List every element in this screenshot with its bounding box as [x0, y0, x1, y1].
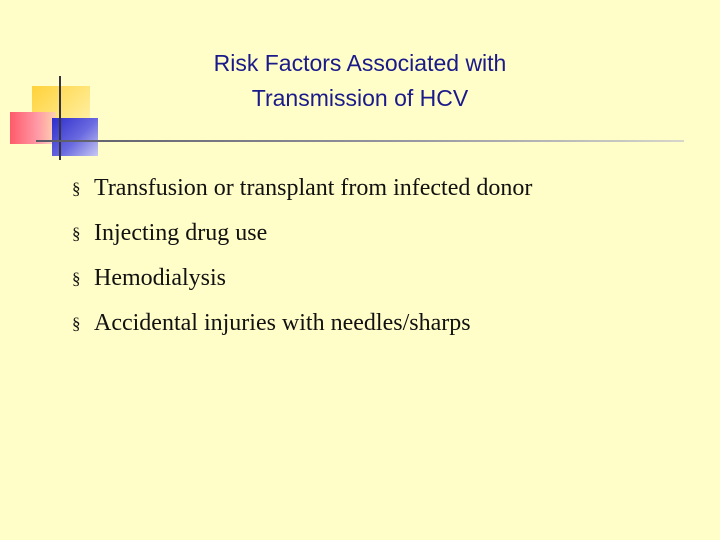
- bullet-marker-icon: §: [72, 223, 81, 243]
- bullet-marker-icon: §: [72, 178, 81, 198]
- slide-title-line-1: Risk Factors Associated with: [213, 50, 507, 76]
- decorative-vertical-line: [59, 76, 61, 160]
- bullet-item: [72, 256, 532, 301]
- title-divider-line: [36, 140, 684, 142]
- bullet-marker-icon: §: [72, 313, 81, 333]
- bullet-item: [72, 211, 532, 256]
- slide-title: [100, 46, 620, 116]
- bullet-list: [72, 166, 532, 346]
- bullet-text: Hemodialysis: [94, 265, 226, 291]
- bullet-text: Injecting drug use: [94, 220, 268, 246]
- bullet-marker-icon: §: [72, 268, 81, 288]
- bullet-text: Accidental injuries with needles/sharps: [94, 310, 471, 336]
- bullet-item: [72, 301, 532, 346]
- bullet-text: Transfusion or transplant from infected donor: [94, 175, 533, 201]
- slide-title-line-2: Transmission of HCV: [251, 85, 469, 111]
- bullet-item: [72, 166, 532, 211]
